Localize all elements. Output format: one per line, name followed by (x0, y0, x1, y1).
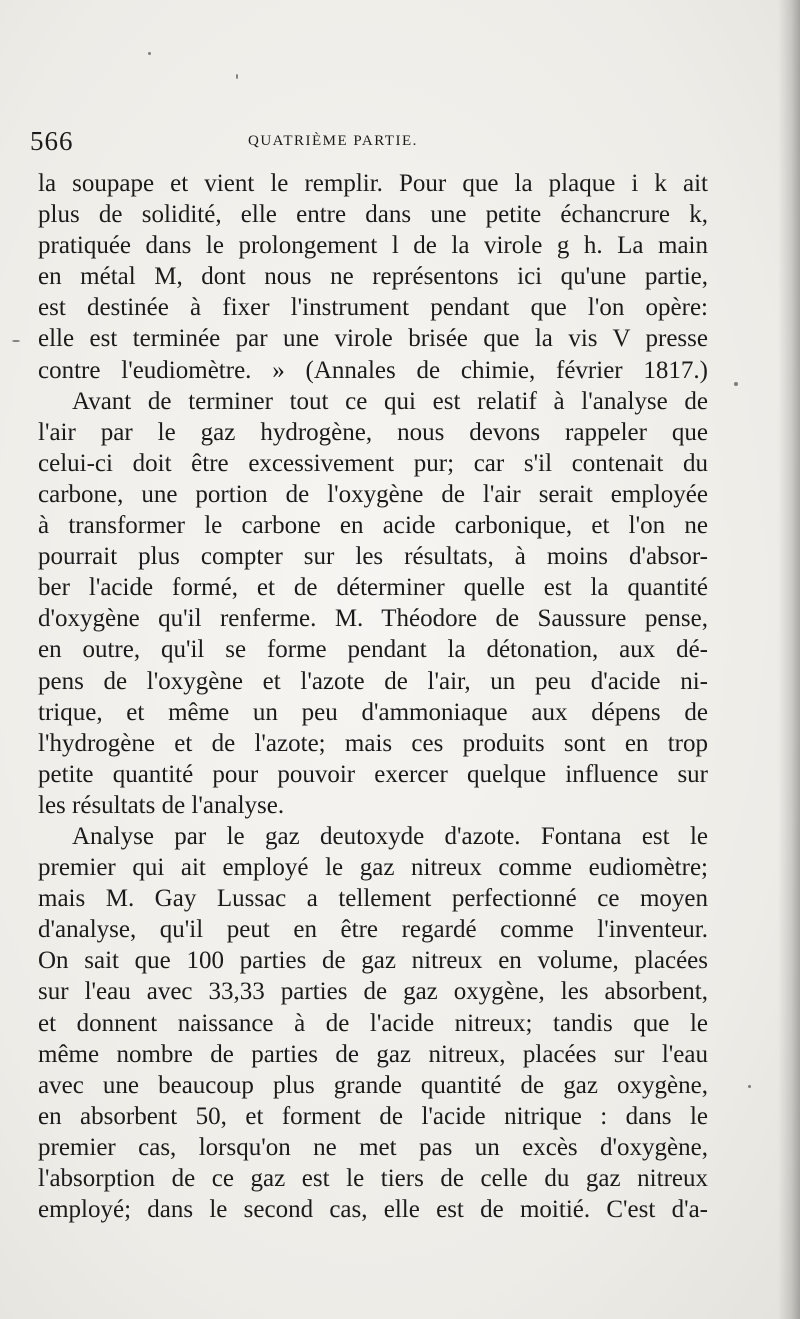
running-head: QUATRIÈME PARTIE. (248, 133, 418, 149)
text-line: sur l'eau avec 33,33 parties de gaz oxygène, les absorbent, (38, 978, 708, 1006)
text-line: premier qui ait employé le gaz nitreux comme eudiomètre; (38, 854, 708, 882)
text-line: petite quantité pour pouvoir exercer quelque influence sur (38, 760, 708, 788)
text-line: en absorbent 50, et forment de l'acide nitrique : dans le (38, 1102, 708, 1130)
text-line: en métal M, dont nous ne représentons ici qu'une partie, (38, 263, 708, 291)
text-line: même nombre de parties de gaz nitreux, placées sur l'eau (38, 1040, 708, 1068)
page-number: 566 (30, 126, 74, 156)
text-line: mais M. Gay Lussac a tellement perfectionné ce moyen (38, 885, 708, 913)
text-line: celui-ci doit être excessivement pur; car s'il contenait du (38, 449, 708, 477)
text-line: pourrait plus compter sur les résultats, à moins d'absor- (38, 543, 708, 571)
text-line: premier cas, lorsqu'on ne met pas un excès d'oxygène, (38, 1133, 708, 1161)
text-line: en outre, qu'il se forme pendant la détonation, aux dé- (38, 636, 708, 664)
text-line: d'analyse, qu'il peut en être regardé comme l'inventeur. (38, 916, 708, 944)
scan-speck (236, 74, 238, 79)
text-line: ber l'acide formé, et de déterminer quelle est la quantité (38, 574, 708, 602)
scan-speck (734, 382, 738, 386)
text-line: avec une beaucoup plus grande quantité de gaz oxygène, (38, 1071, 708, 1099)
text-line: contre l'eudiomètre. » (Annales de chimie, février 1817.) (38, 356, 708, 384)
text-line: plus de solidité, elle entre dans une petite échancrure k, (38, 201, 708, 229)
body-text (38, 168, 708, 1225)
text-line: employé; dans le second cas, elle est de moitié. C'est d'a- (38, 1196, 708, 1224)
scan-speck (12, 340, 20, 342)
text-line: et donnent naissance à de l'acide nitreux; tandis que le (38, 1009, 708, 1037)
page-edge-shadow (778, 0, 800, 1319)
scan-speck (148, 52, 151, 55)
text-line: carbone, une portion de l'oxygène de l'air serait employée (38, 480, 708, 508)
text-line: à transformer le carbone en acide carbonique, et l'on ne (38, 512, 708, 540)
text-line: l'air par le gaz hydrogène, nous devons rappeler que (38, 418, 708, 446)
paragraph-end-line: les résultats de l'analyse. (38, 791, 285, 819)
text-line: pens de l'oxygène et l'azote de l'air, un peu d'acide ni- (38, 667, 708, 695)
section-heading-line: Analyse par le gaz deutoxyde d'azote. Fontana est le (72, 822, 708, 850)
scan-speck (748, 1085, 751, 1088)
text-line: l'absorption de ce gaz est le tiers de celle du gaz nitreux (38, 1165, 708, 1192)
text-line: est destinée à fixer l'instrument pendant que l'on opère: (38, 294, 708, 322)
paragraph-start-line: Avant de terminer tout ce qui est relatif à l'analyse de (72, 387, 708, 415)
text-line: elle est terminée par une virole brisée que la vis V presse (38, 325, 708, 353)
page-header (30, 126, 730, 162)
text-line: l'hydrogène et de l'azote; mais ces produits sont en trop (38, 729, 708, 757)
text-line: On sait que 100 parties de gaz nitreux en volume, placées (38, 947, 708, 975)
text-line: la soupape et vient le remplir. Pour que la plaque i k ait (38, 170, 708, 197)
text-line: d'oxygène qu'il renferme. M. Théodore de Saussure pense, (38, 605, 708, 633)
text-line: pratiquée dans le prolongement l de la virole g h. La main (38, 232, 708, 260)
text-line: trique, et même un peu d'ammoniaque aux dépens de (38, 698, 708, 726)
